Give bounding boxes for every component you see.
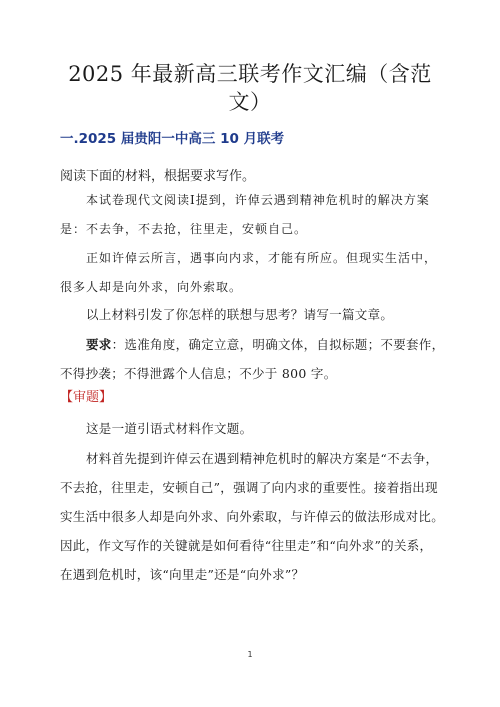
material-paragraph-1 bbox=[60, 186, 445, 244]
requirements-paragraph bbox=[60, 330, 445, 388]
title-line-2: 文） bbox=[228, 90, 272, 114]
title-line-1: 2025 年最新高三联考作文汇编（含范 bbox=[68, 62, 432, 86]
analysis-paragraph-2-text: 材料首先提到许倬云在遇到精神危机时的解决方案是“不去争，不去抢，往里走，安顿自己”，强调了向内求的重要性。接着指出现实生活中很多人却是向外求、向外索取，与许倬云的做法形成对比。因此，作文写作的关键就是如何看待“往里走”和“向外求”的关系，在遇到危机时，该“向里走”还是“向外求”？ bbox=[60, 451, 445, 582]
requirements-label: 要求 bbox=[86, 337, 112, 352]
material-paragraph-2-text: 正如许倬云所言，遇事向内求，才能有所应。但现实生活中，很多人却是向外求，向外索取。 bbox=[60, 251, 438, 294]
writing-prompt: 阅读下面的材料，根据要求写作。 bbox=[60, 169, 256, 184]
analysis-paragraph-1-text: 这是一道引语式材料作文题。 bbox=[86, 421, 253, 436]
document-title bbox=[50, 60, 450, 116]
requirements-text: ：选准角度，确定立意，明确文体，自拟标题；不要套作，不得抄袭；不得泄露个人信息；不少于 800 字。 bbox=[60, 337, 445, 381]
question-text: 以上材料引发了你怎样的联想与思考？请写一篇文章。 bbox=[86, 307, 394, 322]
analysis-paragraph-1 bbox=[60, 414, 445, 443]
material-paragraph-1-text: 本试卷现代文阅读Ⅰ提到，许倬云遇到精神危机时的解决方案是：不去争，不去抢，往里走，安顿自己。 bbox=[60, 193, 430, 236]
section-heading: 一.2025 届贵阳一中高三 10 月联考 bbox=[60, 131, 285, 147]
question-paragraph bbox=[60, 300, 445, 329]
analysis-tag: 【审题】 bbox=[60, 390, 113, 405]
analysis-paragraph-2 bbox=[60, 444, 445, 589]
page-number: 1 bbox=[247, 650, 253, 659]
material-paragraph-2 bbox=[60, 244, 445, 302]
